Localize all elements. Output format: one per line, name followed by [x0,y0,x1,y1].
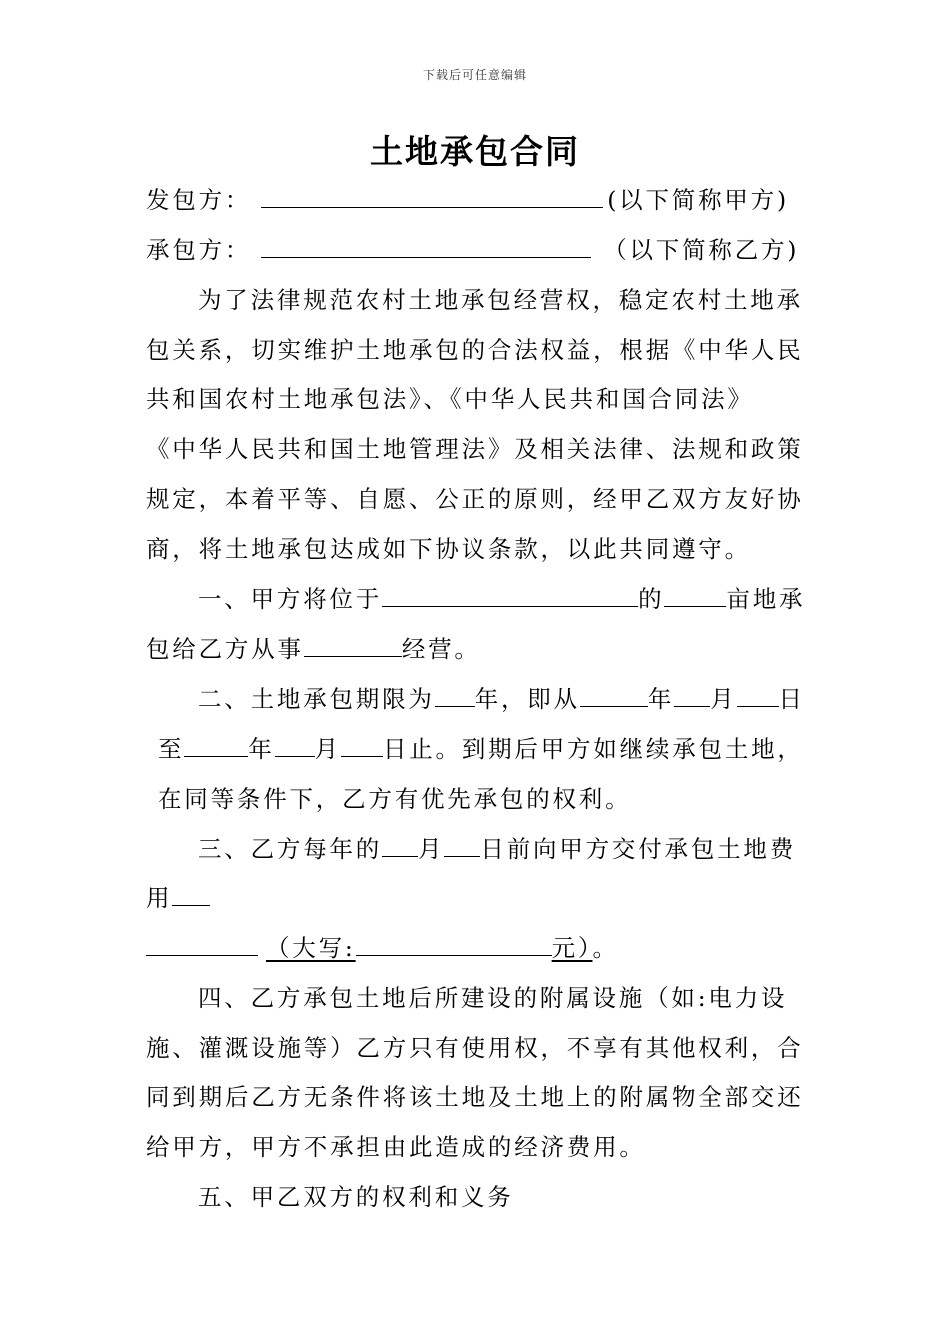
start-year-blank[interactable] [580,684,648,707]
clause1-text-a: 一、甲方将位于 [198,585,383,613]
clause3-text-e: （大写: [266,934,356,962]
clause5-heading: 五、甲乙双方的权利和义务 [198,1183,514,1211]
clause3-text-d: 用 [146,884,173,912]
start-day-blank[interactable] [737,684,779,707]
fee-in-words-blank[interactable] [356,933,552,956]
contractor-suffix: （以下简称乙方) [603,236,800,264]
clause3-line-2 [146,883,210,913]
contractor-label: 承包方： [146,236,252,264]
end-year-blank[interactable] [184,734,248,757]
clause2-text-c: 年 [647,685,675,713]
land-area-blank[interactable] [664,584,726,607]
term-years-blank[interactable] [435,684,475,707]
clause2-text-d: 月 [710,685,737,713]
clause1-line-2 [146,634,481,664]
clause1-text-b: 的 [638,585,665,613]
clause1-text-e: 经营。 [401,635,481,663]
clause2-text-e: 日 [778,685,805,713]
clause3-text-a: 三、乙方每年的 [198,835,383,863]
clause2-text-a: 二、土地承包期限为 [198,685,435,713]
clause4-line-1: 四、乙方承包土地后所建设的附属设施（如:电力设 [198,984,788,1012]
clause1-line-1 [198,584,805,614]
preamble-line-1: 为了法律规范农村土地承包经营权，稳定农村土地承 [198,286,803,314]
clause3-line-1 [198,834,796,864]
employer-line [146,185,789,215]
fee-amount-blank[interactable] [172,883,210,906]
end-month-blank[interactable] [275,734,315,757]
end-day-blank[interactable] [341,734,383,757]
clause4-line-2: 施、灌溉设施等）乙方只有使用权，不享有其他权利，合 [146,1034,804,1062]
clause1-text-d: 包给乙方从事 [146,635,304,663]
preamble-line-3: 共和国农村土地承包法》、《中华人民共和国合同法》 [146,385,754,413]
clause2-line-3: 在同等条件下，乙方有优先承包的权利。 [158,785,632,813]
clause4-line-4: 给甲方，甲方不承担由此造成的经济费用。 [146,1133,646,1161]
fee-amount-continued-blank[interactable] [146,933,258,956]
clause4-line-3: 同到期后乙方无条件将该土地及土地上的附属物全部交还 [146,1083,804,1111]
preamble-line-5: 规定，本着平等、自愿、公正的原则，经甲乙双方友好协 [146,485,804,513]
clause2-line-1 [198,684,805,714]
payment-month-blank[interactable] [382,834,418,857]
contractor-name-blank[interactable] [261,235,591,258]
clause3-line-3 [146,933,619,963]
document-title: 土地承包合同 [370,132,580,171]
clause3-text-c: 日前向甲方交付承包土地费 [480,835,797,863]
header-note: 下载后可任意编辑 [422,68,527,82]
clause3-text-b: 月 [418,835,445,863]
payment-day-blank[interactable] [444,834,480,857]
business-type-blank[interactable] [304,634,402,657]
preamble-line-4: 《中华人民共和国土地管理法》及相关法律、法规和政策 [146,435,804,463]
clause2-text-f: 至 [158,735,185,763]
land-location-blank[interactable] [382,584,638,607]
start-month-blank[interactable] [674,684,710,707]
clause3-text-f: 元） [551,934,593,962]
clause1-text-c: 亩地承 [726,585,806,613]
clause2-text-h: 月 [314,735,341,763]
preamble-line-2: 包关系，切实维护土地承包的合法权益，根据《中华人民 [146,336,804,364]
clause2-text-b: 年，即从 [474,685,580,713]
clause2-line-2 [158,734,804,764]
clause2-text-i: 日止。到期后甲方如继续承包土地， [382,735,804,763]
clause3-text-g: 。 [592,934,619,962]
preamble-line-6: 商，将土地承包达成如下协议条款，以此共同遵守。 [146,535,751,563]
employer-suffix: (以下简称甲方) [607,186,789,214]
contractor-line [146,235,799,265]
clause2-text-g: 年 [248,735,275,763]
employer-label: 发包方： [146,186,252,214]
employer-name-blank[interactable] [261,185,603,208]
